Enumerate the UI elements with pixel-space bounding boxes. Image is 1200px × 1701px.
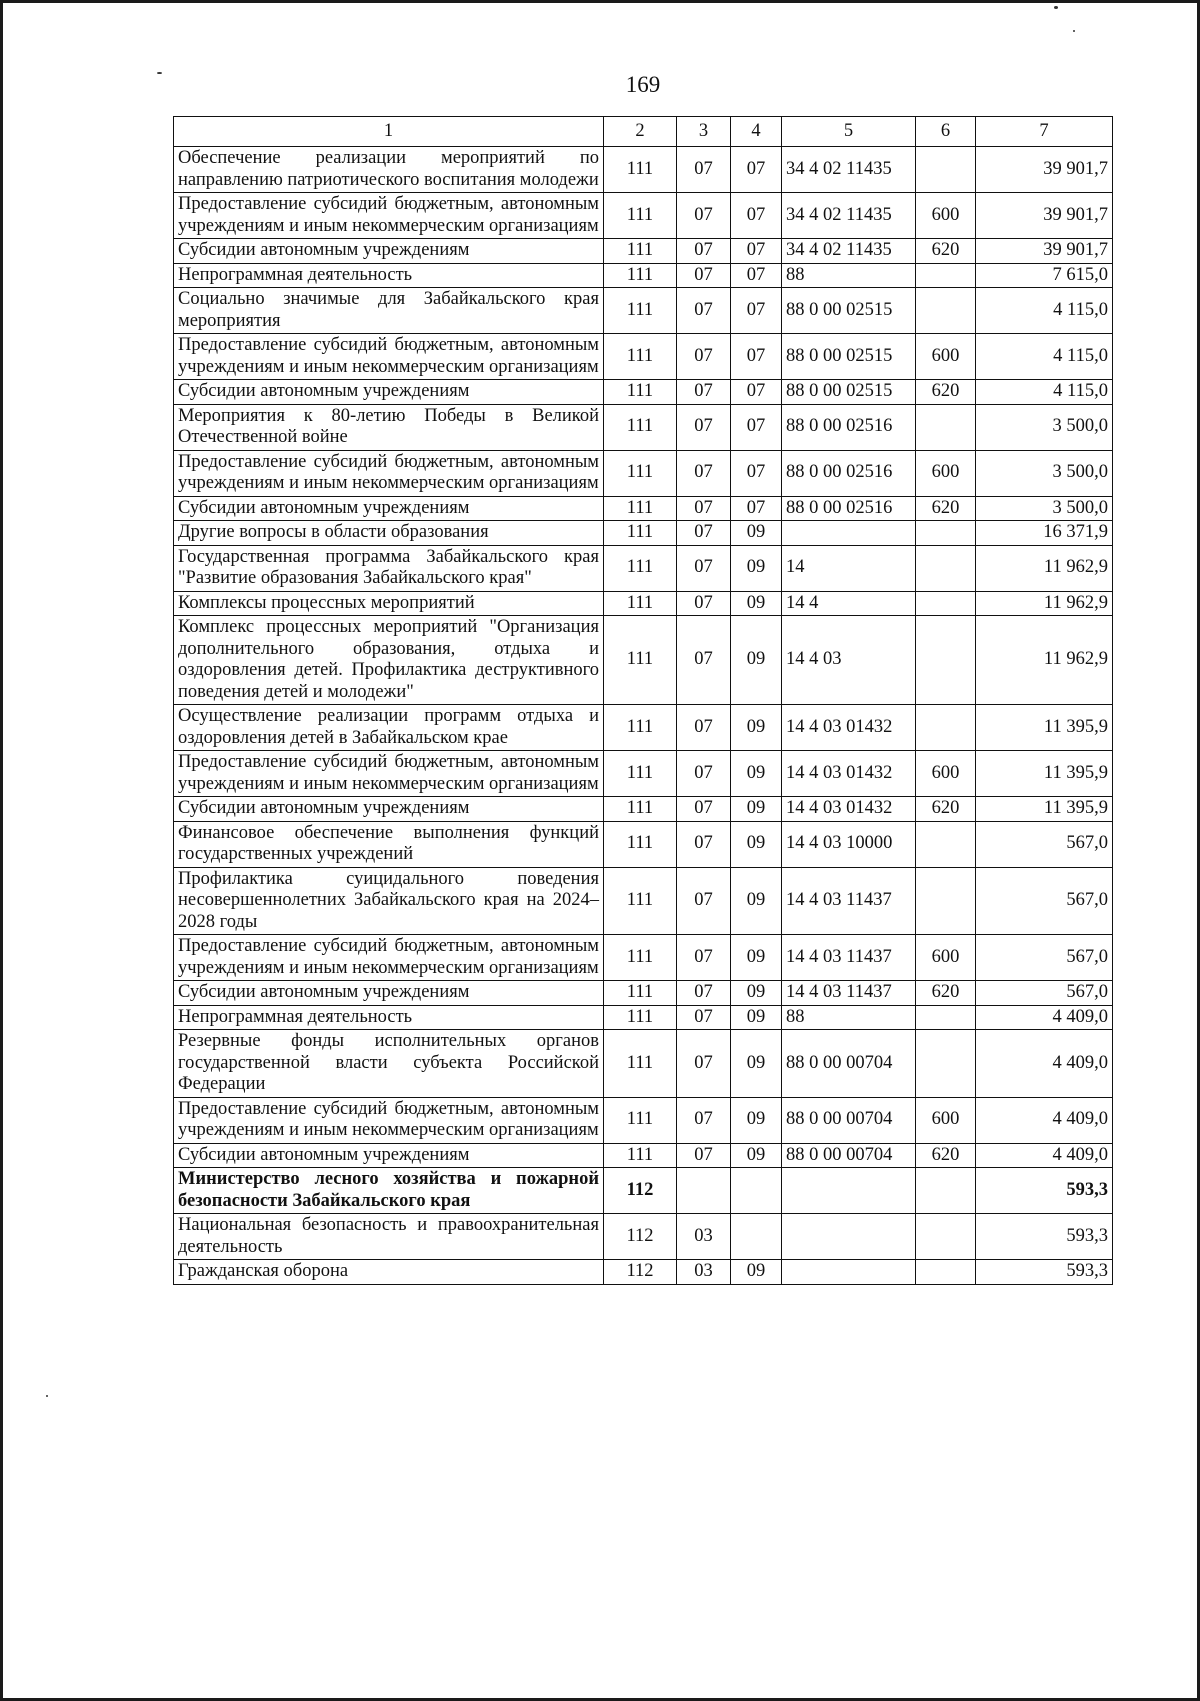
amount-cell: 16 371,9 <box>976 521 1113 546</box>
ministry-code-cell: 112 <box>604 1214 677 1260</box>
subsection-code-cell: 07 <box>731 450 782 496</box>
expense-type-cell: 620 <box>916 981 976 1006</box>
ministry-code-cell: 112 <box>604 1168 677 1214</box>
expense-type-cell: 620 <box>916 1143 976 1168</box>
target-article-cell: 88 0 00 02515 <box>782 288 916 334</box>
item-name-cell: Профилактика суицидального поведения несовершеннолетних Забайкальского края на 2024–2028 годы <box>174 867 604 935</box>
item-name-cell: Предоставление субсидий бюджетным, автономным учреждениям и иным некоммерческим организациям <box>174 935 604 981</box>
item-name-cell: Государственная программа Забайкальского края "Развитие образования Забайкальского края" <box>174 545 604 591</box>
ministry-code-cell: 111 <box>604 1030 677 1098</box>
expense-type-cell <box>916 1005 976 1030</box>
table-row <box>174 1168 1113 1214</box>
ministry-code-cell: 111 <box>604 821 677 867</box>
section-code-cell: 07 <box>677 616 731 705</box>
item-name-cell: Субсидии автономным учреждениям <box>174 1143 604 1168</box>
section-code-cell: 07 <box>677 1143 731 1168</box>
item-name-cell: Предоставление субсидий бюджетным, автономным учреждениям и иным некоммерческим организациям <box>174 751 604 797</box>
item-name-cell: Предоставление субсидий бюджетным, автономным учреждениям и иным некоммерческим организациям <box>174 334 604 380</box>
section-code-cell: 03 <box>677 1214 731 1260</box>
target-article-cell: 34 4 02 11435 <box>782 239 916 264</box>
item-name-cell: Субсидии автономным учреждениям <box>174 797 604 822</box>
amount-cell: 4 115,0 <box>976 380 1113 405</box>
table-row <box>174 935 1113 981</box>
table-row <box>174 981 1113 1006</box>
amount-cell: 3 500,0 <box>976 450 1113 496</box>
subsection-code-cell: 09 <box>731 751 782 797</box>
table-row <box>174 797 1113 822</box>
section-code-cell: 07 <box>677 1005 731 1030</box>
amount-cell: 4 115,0 <box>976 334 1113 380</box>
ministry-code-cell: 111 <box>604 867 677 935</box>
ministry-code-cell: 111 <box>604 380 677 405</box>
item-name-cell: Социально значимые для Забайкальского края мероприятия <box>174 288 604 334</box>
expense-type-cell: 620 <box>916 496 976 521</box>
expense-type-cell: 620 <box>916 380 976 405</box>
amount-cell: 4 409,0 <box>976 1143 1113 1168</box>
section-code-cell: 07 <box>677 380 731 405</box>
table-row <box>174 1097 1113 1143</box>
ministry-code-cell: 111 <box>604 288 677 334</box>
item-name-cell: Гражданская оборона <box>174 1260 604 1285</box>
column-number-row <box>174 117 1113 147</box>
item-name-cell: Финансовое обеспечение выполнения функций государственных учреждений <box>174 821 604 867</box>
amount-cell: 567,0 <box>976 935 1113 981</box>
target-article-cell: 88 0 00 02515 <box>782 380 916 405</box>
item-name-cell: Предоставление субсидий бюджетным, автономным учреждениям и иным некоммерческим организациям <box>174 1097 604 1143</box>
table-row <box>174 239 1113 264</box>
table-row <box>174 404 1113 450</box>
item-name-cell: Предоставление субсидий бюджетным, автономным учреждениям и иным некоммерческим организациям <box>174 450 604 496</box>
section-code-cell: 07 <box>677 1097 731 1143</box>
table-row <box>174 450 1113 496</box>
expense-type-cell <box>916 545 976 591</box>
item-name-cell: Субсидии автономным учреждениям <box>174 239 604 264</box>
target-article-cell: 88 0 00 02516 <box>782 404 916 450</box>
subsection-code-cell: 09 <box>731 981 782 1006</box>
amount-cell: 4 409,0 <box>976 1030 1113 1098</box>
ministry-code-cell: 111 <box>604 496 677 521</box>
column-header: 6 <box>916 117 976 147</box>
section-code-cell: 07 <box>677 867 731 935</box>
ministry-code-cell: 112 <box>604 1260 677 1285</box>
table-row <box>174 1260 1113 1285</box>
ministry-code-cell: 111 <box>604 545 677 591</box>
amount-cell: 593,3 <box>976 1260 1113 1285</box>
item-name-cell: Осуществление реализации программ отдыха и оздоровления детей в Забайкальском крае <box>174 705 604 751</box>
ministry-code-cell: 111 <box>604 263 677 288</box>
amount-cell: 11 962,9 <box>976 616 1113 705</box>
scan-speck <box>1073 30 1075 32</box>
ministry-code-cell: 111 <box>604 521 677 546</box>
ministry-code-cell: 111 <box>604 981 677 1006</box>
ministry-code-cell: 111 <box>604 450 677 496</box>
table-row <box>174 1214 1113 1260</box>
section-code-cell: 07 <box>677 1030 731 1098</box>
expense-type-cell <box>916 1030 976 1098</box>
table-body <box>174 147 1113 1285</box>
item-name-cell: Субсидии автономным учреждениям <box>174 380 604 405</box>
ministry-code-cell: 111 <box>604 239 677 264</box>
amount-cell: 39 901,7 <box>976 193 1113 239</box>
ministry-code-cell: 111 <box>604 1005 677 1030</box>
budget-table <box>173 116 1113 1285</box>
target-article-cell: 14 4 03 11437 <box>782 935 916 981</box>
subsection-code-cell: 07 <box>731 404 782 450</box>
subsection-code-cell: 09 <box>731 935 782 981</box>
subsection-code-cell <box>731 1214 782 1260</box>
subsection-code-cell: 09 <box>731 1030 782 1098</box>
section-code-cell: 07 <box>677 334 731 380</box>
item-name-cell: Субсидии автономным учреждениям <box>174 981 604 1006</box>
amount-cell: 3 500,0 <box>976 496 1113 521</box>
table-row <box>174 521 1113 546</box>
column-header: 1 <box>174 117 604 147</box>
table-row <box>174 380 1113 405</box>
subsection-code-cell: 07 <box>731 496 782 521</box>
section-code-cell: 07 <box>677 545 731 591</box>
table-row <box>174 751 1113 797</box>
target-article-cell: 34 4 02 11435 <box>782 193 916 239</box>
target-article-cell: 14 4 03 11437 <box>782 981 916 1006</box>
amount-cell: 567,0 <box>976 867 1113 935</box>
column-header: 2 <box>604 117 677 147</box>
amount-cell: 11 395,9 <box>976 751 1113 797</box>
subsection-code-cell: 09 <box>731 705 782 751</box>
target-article-cell: 88 0 00 00704 <box>782 1097 916 1143</box>
expense-type-cell <box>916 1168 976 1214</box>
ministry-code-cell: 111 <box>604 1097 677 1143</box>
section-code-cell: 07 <box>677 591 731 616</box>
table-row <box>174 193 1113 239</box>
amount-cell: 593,3 <box>976 1214 1113 1260</box>
target-article-cell <box>782 521 916 546</box>
subsection-code-cell: 07 <box>731 334 782 380</box>
amount-cell: 39 901,7 <box>976 147 1113 193</box>
amount-cell: 11 395,9 <box>976 705 1113 751</box>
subsection-code-cell: 07 <box>731 193 782 239</box>
expense-type-cell <box>916 591 976 616</box>
table-row <box>174 1030 1113 1098</box>
item-name-cell: Комплекс процессных мероприятий "Организация дополнительного образования, отдыха и оздоровления детей. Профилактика деструктивного поведения детей и молодежи" <box>174 616 604 705</box>
item-name-cell: Мероприятия к 80-летию Победы в Великой Отечественной войне <box>174 404 604 450</box>
target-article-cell: 14 4 03 01432 <box>782 751 916 797</box>
item-name-cell: Непрограммная деятельность <box>174 1005 604 1030</box>
section-code-cell: 07 <box>677 821 731 867</box>
target-article-cell <box>782 1214 916 1260</box>
subsection-code-cell: 07 <box>731 239 782 264</box>
amount-cell: 11 962,9 <box>976 545 1113 591</box>
table-row <box>174 821 1113 867</box>
section-code-cell <box>677 1168 731 1214</box>
subsection-code-cell: 09 <box>731 616 782 705</box>
expense-type-cell <box>916 867 976 935</box>
section-code-cell: 07 <box>677 404 731 450</box>
target-article-cell: 14 4 03 <box>782 616 916 705</box>
amount-cell: 3 500,0 <box>976 404 1113 450</box>
section-code-cell: 07 <box>677 521 731 546</box>
table-row <box>174 616 1113 705</box>
target-article-cell: 88 0 00 00704 <box>782 1143 916 1168</box>
table-row <box>174 1143 1113 1168</box>
section-code-cell: 07 <box>677 797 731 822</box>
ministry-code-cell: 111 <box>604 1143 677 1168</box>
page-number: 169 <box>625 72 661 97</box>
section-code-cell: 07 <box>677 193 731 239</box>
subsection-code-cell: 07 <box>731 288 782 334</box>
expense-type-cell <box>916 147 976 193</box>
subsection-code-cell: 09 <box>731 867 782 935</box>
column-header: 3 <box>677 117 731 147</box>
subsection-code-cell: 09 <box>731 1143 782 1168</box>
item-name-cell: Субсидии автономным учреждениям <box>174 496 604 521</box>
target-article-cell: 14 4 03 11437 <box>782 867 916 935</box>
table-row <box>174 334 1113 380</box>
subsection-code-cell <box>731 1168 782 1214</box>
subsection-code-cell: 09 <box>731 591 782 616</box>
target-article-cell: 14 <box>782 545 916 591</box>
amount-cell: 11 395,9 <box>976 797 1113 822</box>
scan-speck <box>1054 6 1058 9</box>
item-name-cell: Другие вопросы в области образования <box>174 521 604 546</box>
expense-type-cell <box>916 263 976 288</box>
expense-type-cell: 620 <box>916 239 976 264</box>
section-code-cell: 07 <box>677 239 731 264</box>
target-article-cell: 88 0 00 02516 <box>782 450 916 496</box>
expense-type-cell: 600 <box>916 450 976 496</box>
amount-cell: 11 962,9 <box>976 591 1113 616</box>
ministry-code-cell: 111 <box>604 797 677 822</box>
item-name-cell: Комплексы процессных мероприятий <box>174 591 604 616</box>
ministry-code-cell: 111 <box>604 334 677 380</box>
table-row <box>174 288 1113 334</box>
expense-type-cell: 600 <box>916 193 976 239</box>
ministry-code-cell: 111 <box>604 193 677 239</box>
target-article-cell: 34 4 02 11435 <box>782 147 916 193</box>
amount-cell: 4 409,0 <box>976 1097 1113 1143</box>
table-row <box>174 705 1113 751</box>
subsection-code-cell: 09 <box>731 545 782 591</box>
target-article-cell: 88 0 00 02515 <box>782 334 916 380</box>
item-name-cell: Непрограммная деятельность <box>174 263 604 288</box>
amount-cell: 7 615,0 <box>976 263 1113 288</box>
section-code-cell: 07 <box>677 450 731 496</box>
section-code-cell: 07 <box>677 981 731 1006</box>
table-row <box>174 1005 1113 1030</box>
expense-type-cell: 620 <box>916 797 976 822</box>
table-row <box>174 591 1113 616</box>
scan-speck <box>157 72 162 74</box>
subsection-code-cell: 09 <box>731 521 782 546</box>
expense-type-cell <box>916 705 976 751</box>
subsection-code-cell: 07 <box>731 147 782 193</box>
subsection-code-cell: 07 <box>731 380 782 405</box>
section-code-cell: 07 <box>677 705 731 751</box>
section-code-cell: 07 <box>677 496 731 521</box>
ministry-code-cell: 111 <box>604 751 677 797</box>
table-row <box>174 147 1113 193</box>
subsection-code-cell: 09 <box>731 1260 782 1285</box>
subsection-code-cell: 09 <box>731 797 782 822</box>
table-row <box>174 867 1113 935</box>
target-article-cell: 14 4 <box>782 591 916 616</box>
subsection-code-cell: 09 <box>731 1005 782 1030</box>
item-name-cell: Обеспечение реализации мероприятий по направлению патриотического воспитания молодежи <box>174 147 604 193</box>
item-name-cell: Национальная безопасность и правоохранительная деятельность <box>174 1214 604 1260</box>
target-article-cell <box>782 1260 916 1285</box>
expense-type-cell <box>916 521 976 546</box>
subsection-code-cell: 09 <box>731 821 782 867</box>
expense-type-cell <box>916 1260 976 1285</box>
amount-cell: 593,3 <box>976 1168 1113 1214</box>
target-article-cell: 14 4 03 10000 <box>782 821 916 867</box>
item-name-cell: Предоставление субсидий бюджетным, автономным учреждениям и иным некоммерческим организациям <box>174 193 604 239</box>
ministry-code-cell: 111 <box>604 591 677 616</box>
amount-cell: 39 901,7 <box>976 239 1113 264</box>
ministry-code-cell: 111 <box>604 147 677 193</box>
target-article-cell: 88 <box>782 1005 916 1030</box>
amount-cell: 567,0 <box>976 981 1113 1006</box>
expense-type-cell <box>916 288 976 334</box>
section-code-cell: 07 <box>677 935 731 981</box>
expense-type-cell: 600 <box>916 1097 976 1143</box>
table-row <box>174 545 1113 591</box>
expense-type-cell: 600 <box>916 935 976 981</box>
target-article-cell: 88 0 00 00704 <box>782 1030 916 1098</box>
target-article-cell: 88 0 00 02516 <box>782 496 916 521</box>
subsection-code-cell: 07 <box>731 263 782 288</box>
section-code-cell: 07 <box>677 263 731 288</box>
expense-type-cell <box>916 1214 976 1260</box>
section-code-cell: 07 <box>677 751 731 797</box>
ministry-code-cell: 111 <box>604 404 677 450</box>
column-header: 4 <box>731 117 782 147</box>
section-code-cell: 03 <box>677 1260 731 1285</box>
column-header: 7 <box>976 117 1113 147</box>
amount-cell: 4 115,0 <box>976 288 1113 334</box>
expense-type-cell: 600 <box>916 334 976 380</box>
section-code-cell: 07 <box>677 288 731 334</box>
subsection-code-cell: 09 <box>731 1097 782 1143</box>
amount-cell: 4 409,0 <box>976 1005 1113 1030</box>
target-article-cell <box>782 1168 916 1214</box>
expense-type-cell <box>916 404 976 450</box>
ministry-code-cell: 111 <box>604 705 677 751</box>
target-article-cell: 88 <box>782 263 916 288</box>
expense-type-cell <box>916 616 976 705</box>
table-row <box>174 263 1113 288</box>
item-name-cell: Резервные фонды исполнительных органов государственной власти субъекта Российской Федерации <box>174 1030 604 1098</box>
section-code-cell: 07 <box>677 147 731 193</box>
expense-type-cell: 600 <box>916 751 976 797</box>
ministry-code-cell: 111 <box>604 616 677 705</box>
column-header: 5 <box>782 117 916 147</box>
expense-type-cell <box>916 821 976 867</box>
item-name-cell: Министерство лесного хозяйства и пожарной безопасности Забайкальского края <box>174 1168 604 1214</box>
amount-cell: 567,0 <box>976 821 1113 867</box>
table-row <box>174 496 1113 521</box>
ministry-code-cell: 111 <box>604 935 677 981</box>
target-article-cell: 14 4 03 01432 <box>782 797 916 822</box>
scan-speck <box>46 1395 48 1397</box>
target-article-cell: 14 4 03 01432 <box>782 705 916 751</box>
